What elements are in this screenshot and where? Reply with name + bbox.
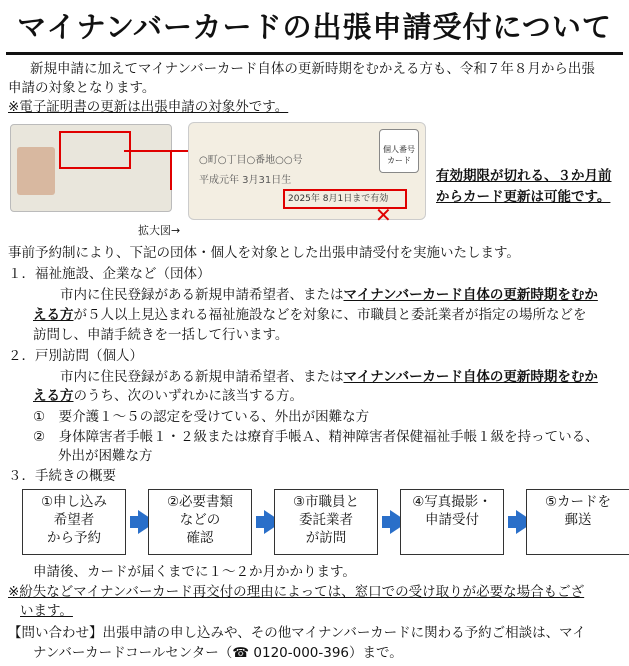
- zoom-line-top: [124, 150, 188, 152]
- section1-line-1: 市内に住民登録がある新規申請希望者、またはマイナンバーカード自体の更新時期をむか: [60, 287, 598, 303]
- section2-heading: ２．戸別訪問（個人）: [8, 348, 143, 364]
- phone-icon: ☎: [232, 645, 250, 661]
- flow-step-3: ③市職員と 委託業者 が訪問: [274, 489, 378, 555]
- section1-line-2: える方が５人以上見込まれる福祉施設などを対象に、市職員と委託業者が指定の場所などを: [33, 307, 587, 323]
- cross-mark-icon: ✕: [375, 203, 392, 227]
- section2-line-1: 市内に住民登録がある新規申請希望者、またはマイナンバーカード自体の更新時期をむか: [60, 369, 598, 385]
- process-flow: [22, 489, 622, 559]
- section1-line-3: 訪問し、申請手続きを一括して行います。: [33, 327, 289, 343]
- section2-line-2: える方のうち、次のいずれかに該当する方。: [33, 388, 303, 404]
- section2-item-1: ① 要介護１～５の認定を受けている、外出が困難な方: [33, 409, 370, 425]
- highlight-box-small: [59, 131, 131, 169]
- expiry-highlight-box: 2025年 8月1日まで有効: [283, 189, 407, 209]
- section2-item-2-cont: 外出が困難な方: [58, 448, 153, 464]
- main-intro: 事前予約制により、下記の団体・個人を対象とした出張申請受付を実施いたします。: [8, 245, 520, 261]
- flow-step-1: ①申し込み 希望者 から予約: [22, 489, 126, 555]
- after-note: 申請後、カードが届くまでに１～２か月かかります。: [33, 564, 356, 580]
- contact-line-1: 【問い合わせ】出張申請の申し込みや、その他マイナンバーカードに関わる予約ご相談は、マイ: [8, 625, 586, 641]
- zoom-label: 拡大図→: [138, 224, 181, 237]
- section1-heading: １．福祉施設、企業など（団体）: [8, 266, 211, 282]
- intro-line-2: 申請の対象となります。: [8, 80, 156, 96]
- flow-step-5: ⑤カードを 郵送: [526, 489, 629, 555]
- section3-heading: ３．手続きの概要: [8, 468, 116, 484]
- flow-step-4: ④写真撮影・ 申請受付: [400, 489, 504, 555]
- card-zoom-image: ○町○丁目○番地○○号 平成元年 3月31日生 個人番号カード 2025年 8月1日まで有効 ✕: [188, 122, 426, 220]
- card-illustration: [6, 122, 426, 240]
- section2-item-2: ② 身体障害者手帳１・２級または療育手帳Ａ、精神障害者保健福祉手帳１級を持っている、: [33, 429, 599, 445]
- expiry-note: 有効期限が切れる、３か月前 からカード更新は可能です。: [436, 168, 612, 205]
- portrait-photo: [17, 147, 55, 195]
- warning-line-1: ※紛失などマイナンバーカード再交付の理由によっては、窓口での受け取りが必要な場合もござ: [8, 584, 585, 600]
- mascot-icon: 個人番号カード: [379, 129, 419, 173]
- zoom-line-vert: [170, 150, 172, 190]
- card-front-image: [10, 124, 172, 212]
- intro-line-1: 新規申請に加えてマイナンバーカード自体の更新時期をむかえる方も、令和７年８月から出張: [30, 61, 595, 77]
- flow-step-2: ②必要書類 などの 確認: [148, 489, 252, 555]
- intro-note: ※電子証明書の更新は出張申請の対象外です。: [8, 99, 289, 115]
- contact-line-2: ナンバーカードコールセンター（☎ 0120-000-396）まで。: [33, 645, 403, 661]
- warning-line-2: います。: [20, 603, 73, 619]
- page-title: マイナンバーカードの出張申請受付について: [6, 2, 623, 55]
